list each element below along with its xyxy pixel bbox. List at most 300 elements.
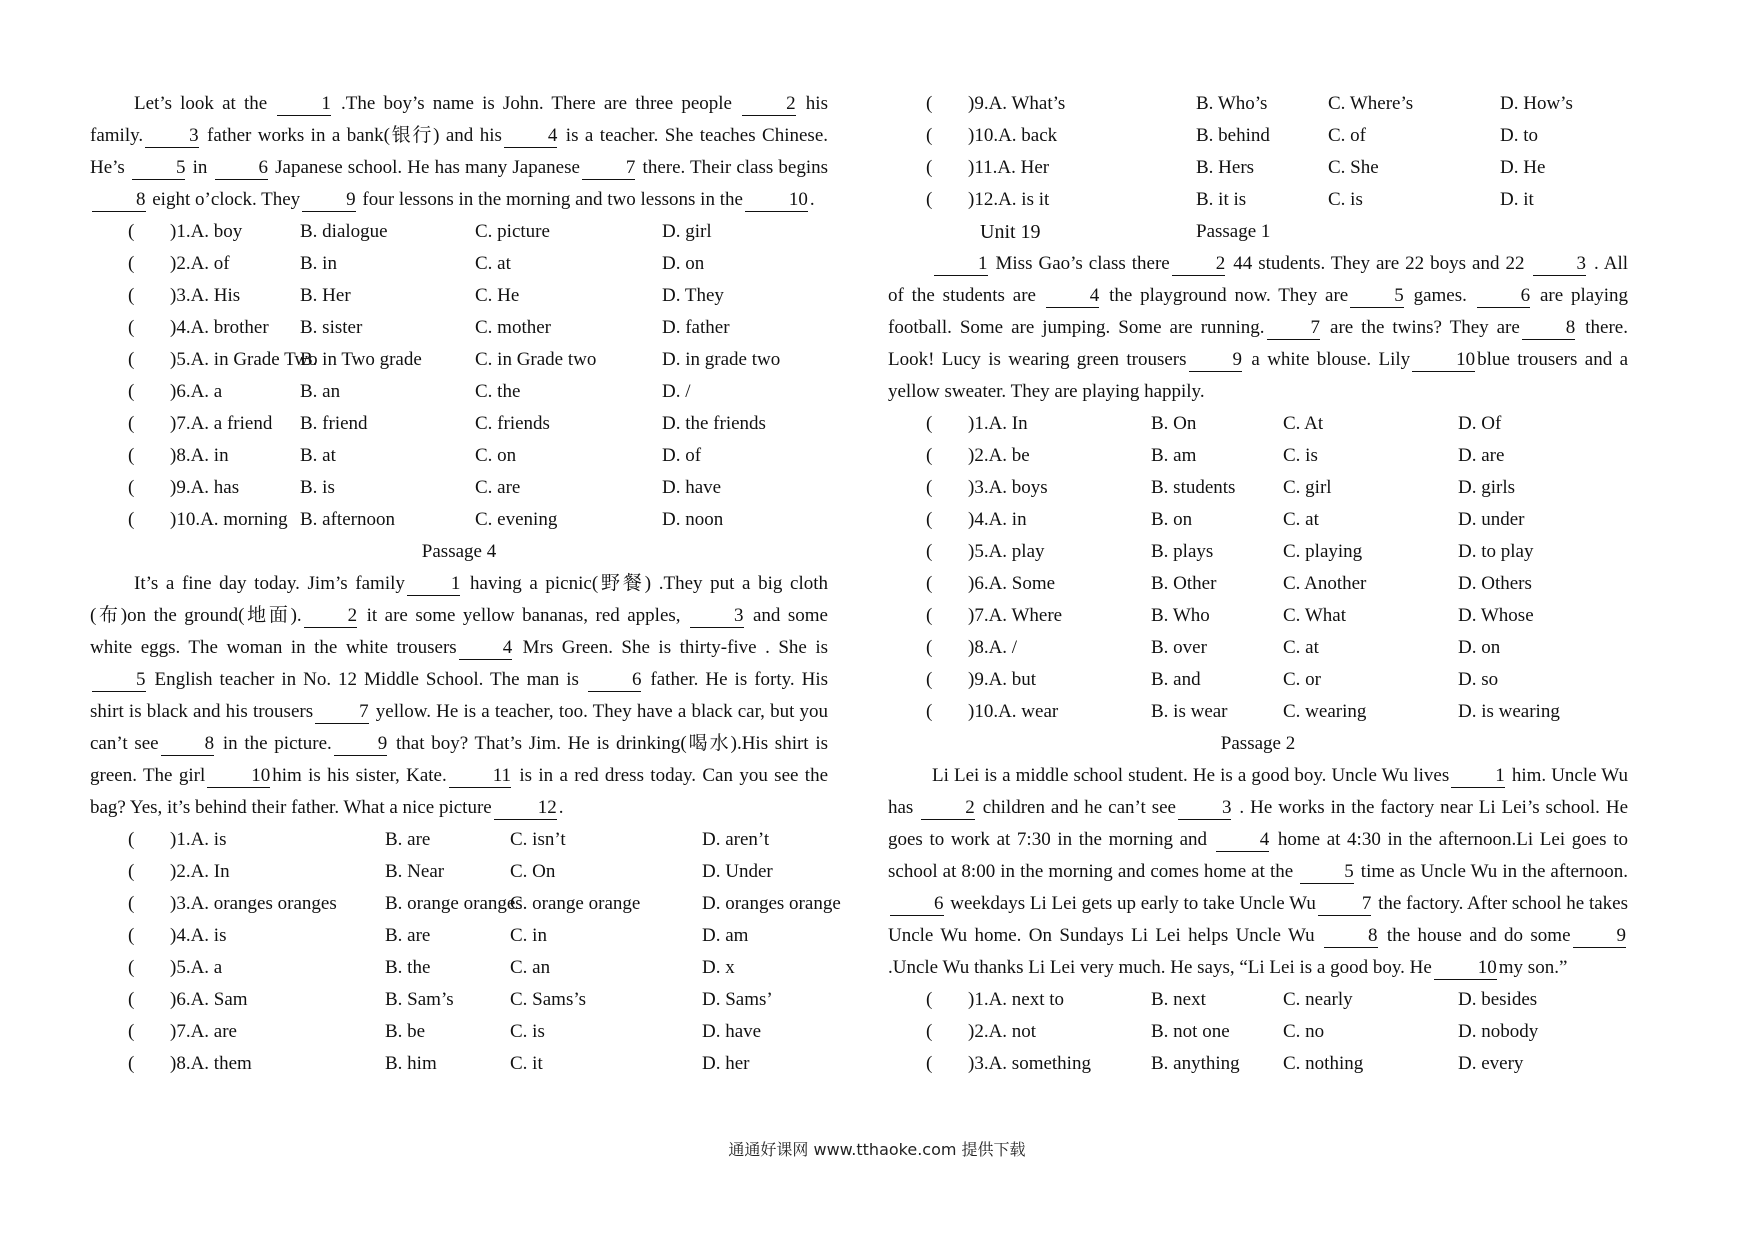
question-row [888,504,1628,536]
question-row [90,408,828,440]
option-a[interactable]: )8.A. them [170,1053,252,1074]
answer-bracket[interactable]: ( [926,1053,933,1074]
answer-bracket[interactable]: ( [128,893,135,914]
option-d[interactable]: D. have [702,1021,762,1042]
option-b[interactable]: B. not one [1151,1021,1230,1042]
option-d[interactable]: D. How’s [1500,93,1573,114]
answer-bracket[interactable]: ( [926,1021,933,1042]
option-b[interactable]: B. Near [385,861,445,882]
option-b[interactable]: B. is [300,477,335,498]
answer-bracket[interactable]: ( [128,829,135,850]
question-row [888,632,1628,664]
question-row [90,248,828,280]
option-b[interactable]: B. sister [300,317,363,338]
question-row [888,88,1628,120]
question-row [90,1048,828,1080]
question-row [90,216,828,248]
option-d[interactable]: D. girl [662,221,712,242]
option-d[interactable]: D. He [1500,157,1546,178]
answer-blank[interactable]: 8 [161,733,215,756]
option-d[interactable]: D. nobody [1458,1021,1539,1042]
option-d[interactable]: D. it [1500,189,1534,210]
question-row [90,1016,828,1048]
passage-text: blue trousers and a yellow sweater. They are playing happily. [888,349,1633,402]
option-d[interactable]: D. is wearing [1458,701,1560,722]
option-d[interactable]: D. have [662,477,722,498]
answer-bracket[interactable]: ( [128,477,135,498]
option-d[interactable]: D. noon [662,509,724,530]
option-b[interactable]: B. Who’s [1196,93,1268,114]
option-a[interactable]: )8.A. in [170,445,229,466]
answer-blank[interactable]: 5 [92,669,146,692]
answer-blank[interactable]: 3 [1178,797,1232,820]
option-c[interactable]: C. on [475,445,517,466]
option-b[interactable]: B. it is [1196,189,1247,210]
option-a[interactable]: )5.A. a [170,957,223,978]
answer-blank[interactable]: 5 [132,157,186,180]
question-row [888,664,1628,696]
option-d[interactable]: D. to [1500,125,1538,146]
answer-bracket[interactable]: ( [128,381,135,402]
option-d[interactable]: D. They [662,285,724,306]
answer-blank[interactable]: 4 [1216,829,1270,852]
option-b[interactable]: B. anything [1151,1053,1240,1074]
option-a[interactable]: )2.A. of [170,253,230,274]
option-b[interactable]: B. and [1151,669,1201,690]
answer-blank[interactable]: 8 [1324,925,1378,948]
answer-bracket[interactable]: ( [926,541,933,562]
passage-text: time as Uncle Wu in the afternoon. [1355,861,1633,882]
option-a[interactable]: )8.A. / [968,637,1018,658]
option-a[interactable]: )7.A. are [170,1021,237,1042]
answer-bracket[interactable]: ( [128,221,135,242]
answer-bracket[interactable]: ( [128,1053,135,1074]
option-b[interactable]: B. plays [1151,541,1214,562]
option-a[interactable]: )6.A. a [170,381,223,402]
answer-bracket[interactable]: ( [128,989,135,1010]
option-c[interactable]: C. friends [475,413,550,434]
answer-blank[interactable]: 10 [207,765,270,788]
answer-bracket[interactable]: ( [926,509,933,530]
option-c[interactable]: C. evening [475,509,558,530]
option-c[interactable]: C. at [475,253,511,274]
option-a[interactable]: )1.A. is [170,829,227,850]
option-a[interactable]: )5.A. play [968,541,1045,562]
question-row [90,312,828,344]
option-c[interactable]: C. an [510,957,551,978]
answer-bracket[interactable]: ( [128,925,135,946]
answer-blank[interactable]: 1 [407,573,461,596]
option-b[interactable]: B. Her [300,285,351,306]
answer-bracket[interactable]: ( [926,573,933,594]
question-row [90,280,828,312]
question-row [90,952,828,984]
passage-4-questions-continued [888,88,1628,216]
answer-blank[interactable]: 9 [1189,349,1243,372]
option-a[interactable]: )1.A. boy [170,221,243,242]
option-c[interactable]: C. are [475,477,521,498]
question-row [90,856,828,888]
option-b[interactable]: B. Hers [1196,157,1255,178]
option-a[interactable]: )2.A. In [170,861,230,882]
passage-4-heading: Passage 4 [421,541,497,562]
passage-text: .Uncle Wu thanks Li Lei very much. He says, “Li Lei is a good boy. He [888,925,1633,978]
passage-text: my son.” [1498,957,1568,978]
option-d[interactable]: D. to play [1458,541,1534,562]
answer-bracket[interactable]: ( [128,413,135,434]
answer-blank[interactable]: 10 [1434,957,1497,980]
answer-blank[interactable]: 9 [334,733,388,756]
answer-blank[interactable]: 8 [1522,317,1576,340]
option-d[interactable]: D. x [702,957,735,978]
option-c[interactable]: C. Another [1283,573,1367,594]
passage-text: and some white eggs. The woman in the white trousers [90,605,833,658]
option-a[interactable]: )6.A. Sam [170,989,248,1010]
passage-2-heading: Passage 2 [1220,733,1296,754]
option-a[interactable]: )11.A. Her [968,157,1050,178]
option-c[interactable]: C. On [510,861,556,882]
passage-text: Japanese school. He has many Japanese [270,157,580,178]
option-a[interactable]: )3.A. something [968,1053,1091,1074]
option-c[interactable]: C. nothing [1283,1053,1364,1074]
option-c[interactable]: C. in [510,925,547,946]
option-b[interactable]: B. friend [300,413,368,434]
answer-blank[interactable]: 2 [304,605,358,628]
question-row [888,1016,1628,1048]
option-c[interactable]: C. He [475,285,520,306]
option-d[interactable]: D. on [1458,637,1501,658]
option-d[interactable]: D. in grade two [662,349,781,370]
answer-bracket[interactable]: ( [926,93,933,114]
option-b[interactable]: B. Sam’s [385,989,454,1010]
answer-bracket[interactable]: ( [128,509,135,530]
passage-1-questions [888,408,1628,728]
answer-bracket[interactable]: ( [926,445,933,466]
answer-blank[interactable]: 2 [921,797,975,820]
option-c[interactable]: C. is [1283,445,1318,466]
option-d[interactable]: D. of [662,445,702,466]
passage-text: English teacher in No. 12 Middle School. The man is [147,669,586,690]
answer-bracket[interactable]: ( [128,1021,135,1042]
option-b[interactable]: B. in Two grade [300,349,422,370]
answer-blank[interactable]: 3 [690,605,744,628]
passage-text: Li Lei is a middle school student. He is a good boy. Uncle Wu lives [932,765,1450,786]
option-d[interactable]: D. besides [1458,989,1538,1010]
unit-label: Unit 19 [980,221,1041,243]
passage-2-text [888,760,1633,984]
passage-text: the house and do some [1379,925,1571,946]
answer-blank[interactable]: 1 [277,93,331,116]
option-a[interactable]: )3.A. His [170,285,241,306]
option-c[interactable]: C. What [1283,605,1346,626]
answer-blank[interactable]: 3 [145,125,199,148]
answer-blank[interactable]: 4 [459,637,513,660]
option-b[interactable]: B. orange oranges [385,893,523,914]
answer-bracket[interactable]: ( [926,669,933,690]
option-c[interactable]: C. at [1283,637,1319,658]
passage-text: in the picture. [216,733,332,754]
option-a[interactable]: )2.A. be [968,445,1030,466]
passage-text: weekdays Li Lei gets up early to take Uncle Wu [945,893,1316,914]
passage-text: there. Their class begins [637,157,828,178]
passage-3-text [90,88,833,216]
passage-text: children and he can’t see [976,797,1176,818]
passage-text: . All of the students are [888,253,1633,306]
answer-bracket[interactable]: ( [926,605,933,626]
question-row [888,568,1628,600]
page-footer: 通通好课网 www.tthaoke.com 提供下载 [728,1140,1026,1159]
passage-text: a white blouse. Lily [1244,349,1411,370]
answer-blank[interactable]: 1 [934,253,988,276]
answer-bracket[interactable]: ( [926,477,933,498]
option-c[interactable]: C. is [1328,189,1363,210]
option-b[interactable]: B. afternoon [300,509,395,530]
passage-text: him. Uncle Wu has [888,765,1633,818]
question-row [90,344,828,376]
answer-blank[interactable]: 12 [494,797,557,820]
answer-blank[interactable]: 10 [745,189,808,212]
question-row [888,984,1628,1016]
option-b[interactable]: B. over [1151,637,1207,658]
option-d[interactable]: D. Whose [1458,605,1534,626]
option-b[interactable]: B. next [1151,989,1206,1010]
option-c[interactable]: C. playing [1283,541,1363,562]
answer-bracket[interactable]: ( [926,989,933,1010]
option-d[interactable]: D. girls [1458,477,1515,498]
passage-text: It’s a fine day today. Jim’s family [134,573,405,594]
option-c[interactable]: C. girl [1283,477,1332,498]
option-c[interactable]: C. in Grade two [475,349,597,370]
passage-text: Mrs Green. She is thirty-five . She is [514,637,833,658]
answer-blank[interactable]: 4 [504,125,558,148]
passage-1-heading: Passage 1 [1196,221,1271,242]
question-row [90,984,828,1016]
option-d[interactable]: D. Sams’ [702,989,773,1010]
option-d[interactable]: D. oranges orange [702,893,841,914]
option-d[interactable]: D. Others [1458,573,1532,594]
answer-bracket[interactable]: ( [128,445,135,466]
passage-text: his family. [90,93,833,146]
option-c[interactable]: C. or [1283,669,1321,690]
option-c[interactable]: C. no [1283,1021,1325,1042]
passage-text: in [187,157,213,178]
answer-bracket[interactable]: ( [128,861,135,882]
option-a[interactable]: )2.A. not [968,1021,1037,1042]
passage-text: father. He is forty. His shirt is black and his trousers [90,669,833,722]
passage-text: eight o’clock. They [147,189,301,210]
answer-bracket[interactable]: ( [128,957,135,978]
passage-text: it are some yellow bananas, red apples, [359,605,688,626]
answer-bracket[interactable]: ( [128,285,135,306]
option-b[interactable]: B. are [385,829,431,850]
answer-bracket[interactable]: ( [128,349,135,370]
answer-blank[interactable]: 5 [1300,861,1354,884]
answer-bracket[interactable]: ( [926,701,933,722]
answer-blank[interactable]: 9 [302,189,356,212]
answer-blank[interactable]: 6 [215,157,269,180]
passage-text: that boy? That’s Jim. He is drinking(喝水).His shirt is green. The girl [90,733,833,786]
answer-blank[interactable]: 7 [1318,893,1372,916]
passage-text: .The boy’s name is John. There are three people [332,93,741,114]
option-b[interactable]: B. the [385,957,431,978]
option-a[interactable]: )9.A. What’s [968,93,1066,114]
passage-text: . He works in the factory near Li Lei’s school. He goes to work at 7:30 in the morning and [888,797,1633,850]
option-d[interactable]: D. the friends [662,413,766,434]
option-a[interactable]: )1.A. In [968,413,1028,434]
passage-text: 44 students. They are 22 boys and 22 [1227,253,1531,274]
answer-bracket[interactable]: ( [128,317,135,338]
question-row [90,472,828,504]
option-c[interactable]: C. mother [475,317,551,338]
passage-text: home at 4:30 in the afternoon.Li Lei goes to school at 8:00 in the morning and comes home at the [888,829,1633,882]
answer-bracket[interactable]: ( [926,189,933,210]
passage-text: games. [1405,285,1475,306]
option-b[interactable]: B. an [300,381,341,402]
passage-text: Let’s look at the [134,93,276,114]
option-b[interactable]: B. On [1151,413,1197,434]
answer-blank[interactable]: 9 [1573,925,1627,948]
question-row [888,184,1628,216]
option-c[interactable]: C. of [1328,125,1366,146]
option-b[interactable]: B. at [300,445,336,466]
option-a[interactable]: )9.A. but [968,669,1037,690]
option-a[interactable]: )6.A. Some [968,573,1056,594]
answer-blank[interactable]: 10 [1412,349,1475,372]
option-b[interactable]: B. behind [1196,125,1270,146]
option-c[interactable]: C. isn’t [510,829,566,850]
passage-text: yellow. He is a teacher, too. They have a black car, but you can’t see [90,701,833,754]
passage-text: father works in a bank(银行) and his [200,125,502,146]
option-d[interactable]: D. Under [702,861,773,882]
option-a[interactable]: )4.A. in [968,509,1027,530]
question-row [90,824,828,856]
option-d[interactable]: D. on [662,253,705,274]
question-row [90,888,841,920]
question-row [888,472,1628,504]
question-row [888,1048,1628,1080]
option-b[interactable]: B. students [1151,477,1236,498]
left-column [90,88,841,1080]
question-row [888,152,1628,184]
passage-text: . [809,189,815,210]
option-c[interactable]: C. picture [475,221,550,242]
option-c[interactable]: C. She [1328,157,1379,178]
question-row [90,920,828,952]
answer-blank[interactable]: 8 [92,189,146,212]
answer-bracket[interactable]: ( [128,253,135,274]
answer-bracket[interactable]: ( [926,125,933,146]
option-c[interactable]: C. the [475,381,521,402]
question-row [90,504,828,536]
passage-text: him is his sister, Kate. [272,765,447,786]
option-c[interactable]: C. it [510,1053,543,1074]
option-c[interactable]: C. Where’s [1328,93,1414,114]
option-c[interactable]: C. is [510,1021,545,1042]
question-row [888,440,1628,472]
option-b[interactable]: B. Who [1151,605,1210,626]
answer-blank[interactable]: 11 [449,765,511,788]
option-a[interactable]: )1.A. next to [968,989,1065,1010]
answer-blank[interactable]: 1 [1451,765,1505,788]
answer-bracket[interactable]: ( [926,413,933,434]
option-b[interactable]: B. is wear [1151,701,1228,722]
question-row [888,408,1628,440]
option-c[interactable]: C. wearing [1283,701,1367,722]
option-a[interactable]: )5.A. in Grade Two [170,349,318,370]
question-row [90,376,828,408]
answer-blank[interactable]: 2 [742,93,796,116]
option-d[interactable]: D. are [1458,445,1505,466]
unit-heading-row [888,216,1628,248]
option-a[interactable]: )4.A. is [170,925,227,946]
option-b[interactable]: B. are [385,925,431,946]
answer-blank[interactable]: 3 [1533,253,1587,276]
answer-blank[interactable]: 7 [582,157,636,180]
option-b[interactable]: B. Other [1151,573,1217,594]
answer-blank[interactable]: 2 [1172,253,1226,276]
answer-blank[interactable]: 4 [1046,285,1100,308]
option-b[interactable]: B. dialogue [300,221,388,242]
option-c[interactable]: C. At [1283,413,1324,434]
option-b[interactable]: B. on [1151,509,1193,530]
option-a[interactable]: )10.A. back [968,125,1058,146]
answer-blank[interactable]: 7 [1267,317,1321,340]
option-a[interactable]: )3.A. boys [968,477,1048,498]
option-b[interactable]: B. be [385,1021,426,1042]
option-d[interactable]: D. / [662,381,691,402]
option-c[interactable]: C. orange orange [510,893,641,914]
option-a[interactable]: )10.A. wear [968,701,1059,722]
option-c[interactable]: C. nearly [1283,989,1353,1010]
option-a[interactable]: )4.A. brother [170,317,269,338]
answer-blank[interactable]: 5 [1350,285,1404,308]
passage-4-text [90,568,833,824]
passage-text: is in a red dress today. Can you see the bag? Yes, it’s behind their father. What a nice picture [90,765,833,818]
question-row [90,440,828,472]
option-d[interactable]: D. am [702,925,749,946]
option-d[interactable]: D. so [1458,669,1499,690]
passage-text: there. Look! Lucy is wearing green trousers [888,317,1633,370]
option-d[interactable]: D. under [1458,509,1525,530]
option-a[interactable]: )7.A. Where [968,605,1063,626]
option-b[interactable]: B. in [300,253,337,274]
option-a[interactable]: )7.A. a friend [170,413,273,434]
option-d[interactable]: D. Of [1458,413,1502,434]
option-a[interactable]: )12.A. is it [968,189,1050,210]
option-a[interactable]: )9.A. has [170,477,240,498]
option-d[interactable]: D. father [662,317,730,338]
answer-blank[interactable]: 6 [1477,285,1531,308]
option-b[interactable]: B. him [385,1053,437,1074]
answer-blank[interactable]: 6 [588,669,642,692]
answer-blank[interactable]: 7 [315,701,369,724]
answer-bracket[interactable]: ( [926,637,933,658]
passage-text: having a picnic(野餐) .They put a big cloth (布)on the ground(地面). [90,573,833,626]
option-d[interactable]: D. aren’t [702,829,770,850]
answer-blank[interactable]: 6 [890,893,944,916]
option-a[interactable]: )10.A. morning [170,509,288,530]
option-d[interactable]: D. every [1458,1053,1524,1074]
option-a[interactable]: )3.A. oranges oranges [170,893,337,914]
passage-3-questions [90,216,828,536]
option-b[interactable]: B. am [1151,445,1197,466]
option-c[interactable]: C. at [1283,509,1319,530]
option-c[interactable]: C. Sams’s [510,989,587,1010]
question-row [888,120,1628,152]
option-d[interactable]: D. her [702,1053,750,1074]
answer-bracket[interactable]: ( [926,157,933,178]
right-column [888,88,1633,1080]
